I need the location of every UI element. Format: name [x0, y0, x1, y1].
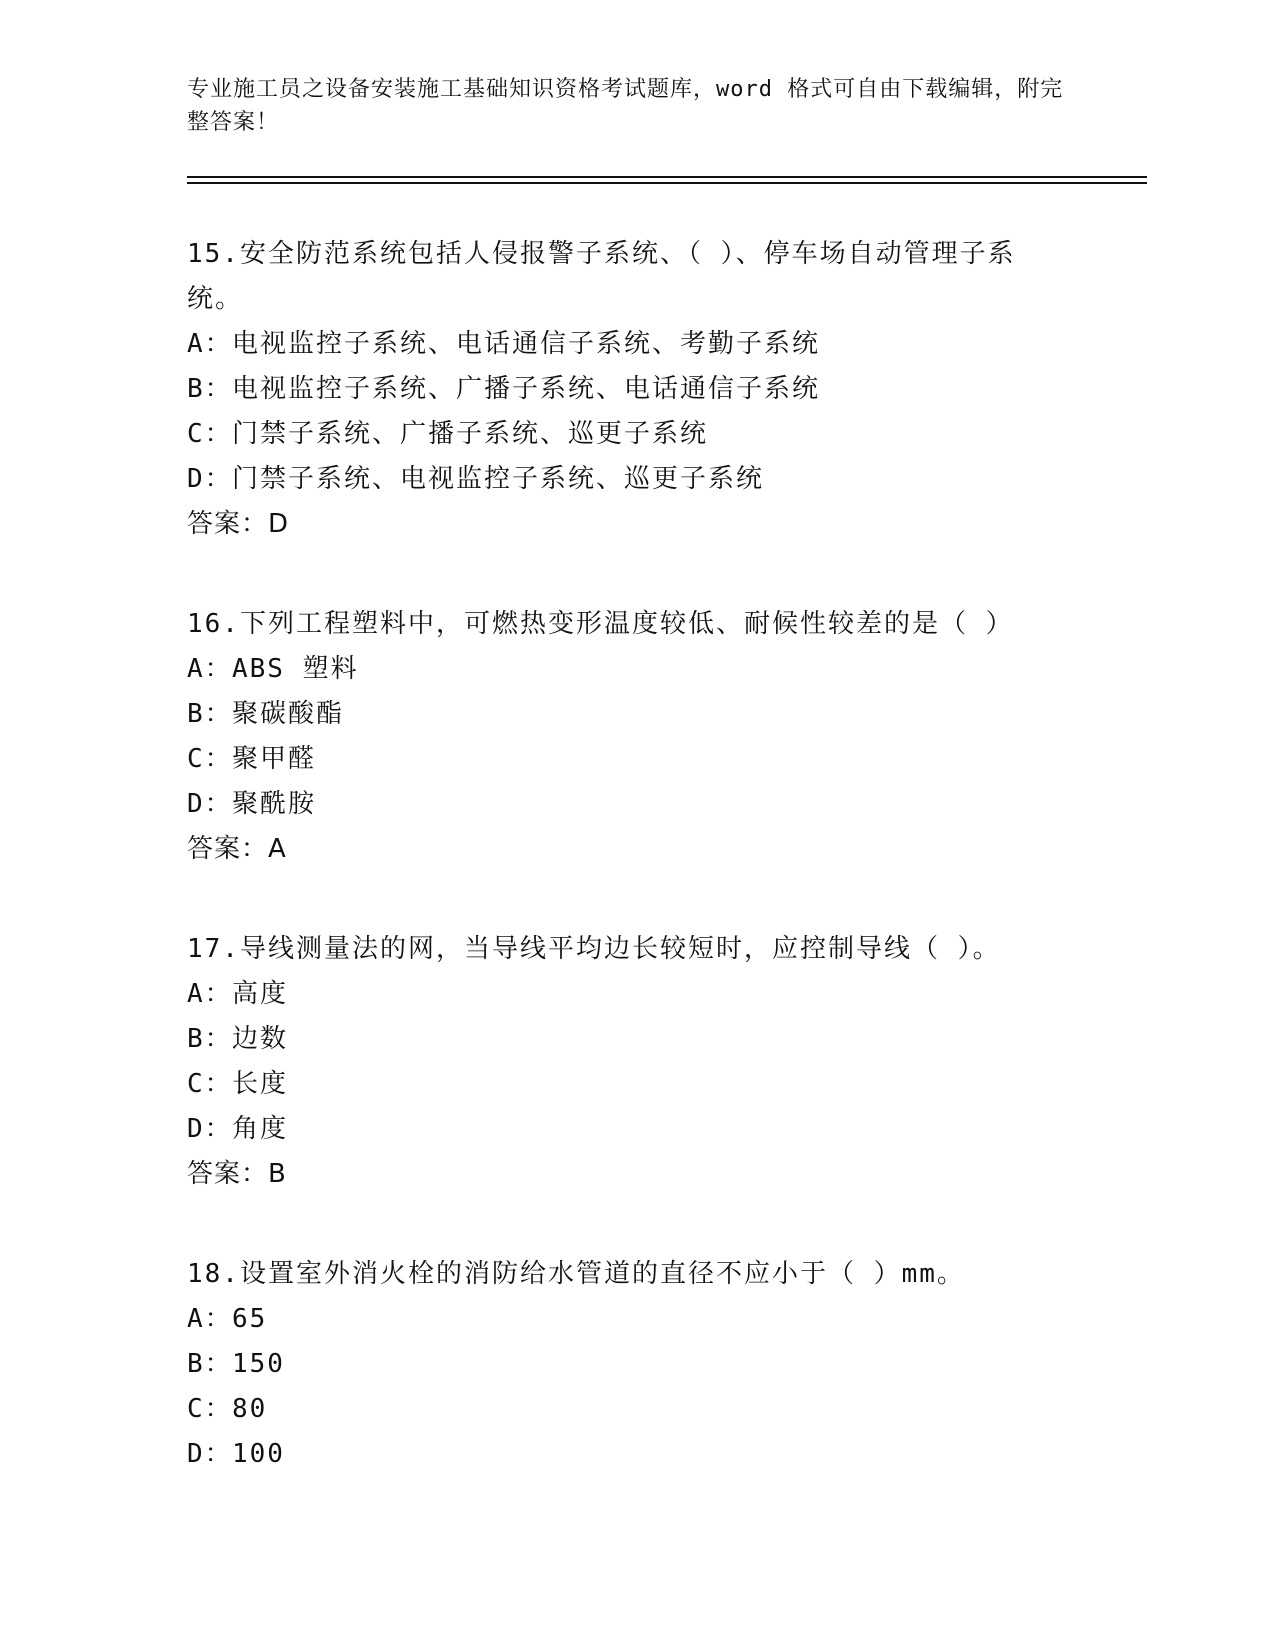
option-d: [187, 1107, 1147, 1152]
option-c: [187, 412, 1147, 457]
option-b: [187, 1017, 1147, 1062]
option-a: [187, 322, 1147, 367]
option-d: [187, 457, 1147, 502]
option-text: 电视监控子系统、电话通信子系统、考勤子系统: [232, 329, 821, 359]
option-text: 高度: [232, 979, 289, 1009]
header-divider-top: [187, 176, 1147, 178]
answer-line: 答案：A: [187, 834, 287, 864]
question-list: [187, 232, 1147, 1532]
option-key: B：: [187, 1024, 233, 1054]
option-key: B：: [187, 699, 233, 729]
option-key: D：: [187, 464, 233, 494]
question-17: [187, 927, 1147, 1197]
option-key: B：: [187, 374, 233, 404]
option-c: [187, 737, 1147, 782]
option-key: B：: [187, 1349, 233, 1379]
option-text: 150: [232, 1349, 285, 1379]
option-key: D：: [187, 789, 233, 819]
question-18: [187, 1252, 1147, 1477]
option-text: 长度: [232, 1069, 289, 1099]
question-text: 17.导线测量法的网，当导线平均边长较短时，应控制导线（ ）。: [187, 934, 1001, 964]
option-c: [187, 1062, 1147, 1107]
option-key: D：: [187, 1114, 233, 1144]
option-key: D：: [187, 1439, 233, 1469]
option-text: 聚甲醛: [232, 744, 317, 774]
option-key: C：: [187, 744, 233, 774]
question-16: [187, 602, 1147, 872]
option-b: [187, 692, 1147, 737]
option-text: 100: [232, 1439, 285, 1469]
option-text: 门禁子系统、广播子系统、巡更子系统: [232, 419, 709, 449]
option-a: [187, 647, 1147, 692]
option-b: [187, 1342, 1147, 1387]
option-text: 聚碳酸酯: [232, 699, 345, 729]
option-text: ABS 塑料: [232, 654, 359, 684]
option-text: 角度: [232, 1114, 289, 1144]
answer-line: 答案：D: [187, 509, 290, 539]
option-key: A：: [187, 654, 233, 684]
option-a: [187, 972, 1147, 1017]
option-d: [187, 782, 1147, 827]
header-divider-bottom: [187, 182, 1147, 184]
option-text: 边数: [232, 1024, 289, 1054]
question-15: [187, 232, 1147, 547]
option-key: A：: [187, 329, 233, 359]
question-text: 15.安全防范系统包括人侵报警子系统、（ ）、停车场自动管理子系统。: [187, 239, 1016, 314]
option-text: 聚酰胺: [232, 789, 317, 819]
question-text: 18.设置室外消火栓的消防给水管道的直径不应小于（ ）mm。: [187, 1259, 965, 1289]
option-key: A：: [187, 979, 233, 1009]
option-c: [187, 1387, 1147, 1432]
option-key: C：: [187, 1394, 233, 1424]
question-text: 16.下列工程塑料中，可燃热变形温度较低、耐候性较差的是（ ）: [187, 609, 1014, 639]
document-header: 专业施工员之设备安装施工基础知识资格考试题库，word 格式可自由下载编辑，附完整答案！: [187, 77, 1064, 135]
option-text: 电视监控子系统、广播子系统、电话通信子系统: [232, 374, 821, 404]
option-text: 65: [232, 1304, 268, 1334]
option-key: A：: [187, 1304, 233, 1334]
option-text: 80: [232, 1394, 268, 1424]
option-text: 门禁子系统、电视监控子系统、巡更子系统: [232, 464, 765, 494]
option-key: C：: [187, 419, 233, 449]
option-d: [187, 1432, 1147, 1477]
option-a: [187, 1297, 1147, 1342]
option-key: C：: [187, 1069, 233, 1099]
option-b: [187, 367, 1147, 412]
answer-line: 答案：B: [187, 1159, 287, 1189]
